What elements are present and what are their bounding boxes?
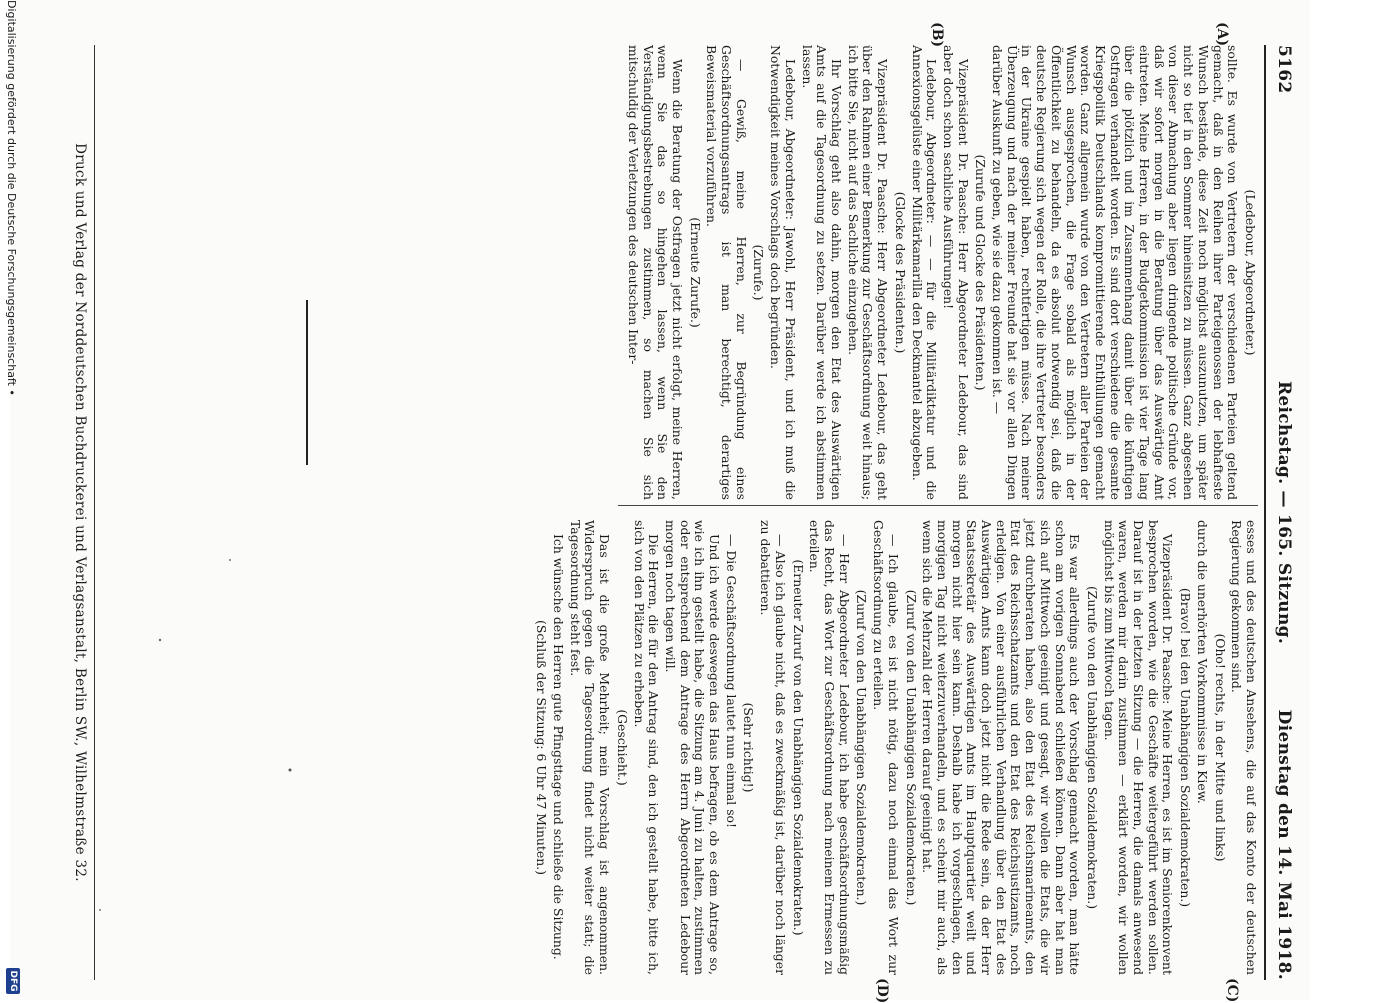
header-rule: [1264, 45, 1266, 980]
paragraph: Vizepräsident Dr. Paasche: Herr Abgeordneter Ledebour, das geht über den Rahmen einer Bemerkung zur Geschäftsordnung weit hinaus; ich bitte Sie, nicht auf das Sachliche einzugehen.: [845, 45, 891, 500]
margin-marker-c: (C): [1224, 978, 1240, 1003]
paragraph: Es war allerdings auch der Vorschlag gemacht worden, man hätte schon am vorigen Sonnabend schließen können. Dann aber hat man sich auf Mittwoch geeinigt und gesagt, wir wollen die Etats, die wir jetzt durchberaten haben, also den Etat des Reichsmarineamts, den Etat des Reichsschatzamts und den Etat des Reichsjustizamts, noch erledigen. Von einer ausführlichen Verhandlung über den Etat des Auswärtigen Amts kann doch jetzt nicht die Rede sein, da der Herr Staatssekretär des Auswärtigen Amts im Hauptquartier weilt und morgen nicht hier sein kann. Deshalb habe ich vorgeschlagen, den morgigen Tag nicht weiterzuverhandeln, und es scheint mir auch, als wenn sich die Mehrzahl der Herren darauf geeinigt hat.: [920, 520, 1083, 975]
interjection: (Zurufe.): [751, 244, 767, 301]
page-number: 5162: [1274, 45, 1294, 94]
paragraph: esses und des deutschen Ansehens, die auf das Konto der deutschen Regierung gekommen sind.: [1229, 520, 1259, 975]
interjection: (Zuruf von den Unabhängigen Sozialdemokraten.): [903, 589, 919, 906]
interjection: (Erneute Zurufe.): [687, 217, 703, 328]
margin-marker-d: (D): [874, 978, 890, 1003]
interjection: (Zurufe von den Unabhängigen Sozialdemokraten.): [1084, 585, 1100, 910]
interjection: (Zurufe und Glocke des Präsidenten.): [973, 154, 989, 391]
paragraph: — Also ich glaube nicht, daß es zweckmäßig ist, darüber noch länger zu debattieren.: [758, 520, 788, 975]
column-divider: [618, 505, 1258, 506]
paragraph: Ihr Vorschlag geht also dahin, morgen den Etat des Auswärtigen Amts auf die Tagesordnung zu setzen. Darüber werde ich abstimmen lassen.: [799, 45, 845, 500]
paragraph: Das ist die große Mehrheit; mein Vorschlag ist angenommen. Widerspruch gegen die Tagesordnung findet nicht weiter statt; die Tagesordnung steht fest.: [567, 520, 613, 975]
scanned-page: [5, 0, 1310, 1003]
interjection: (Geschieht.): [614, 709, 630, 786]
interjection: (Erneuter Zuruf von den Unabhängigen Sozialdemokraten.): [790, 559, 806, 936]
paragraph: — Ich glaube, es ist nicht nötig, dazu noch einmal das Wort zur Geschäftsordnung zu erteilen.: [871, 520, 901, 975]
paragraph: Und ich werde deswegen das Haus befragen, ob es dem Antrage so, wie ich ihn gestellt habe, die Sitzung am 4. Juni zu halten, zustimmen oder entsprechend dem Antrage des Herrn Abgeordneten Ledebour morgen noch tagen will.: [662, 520, 723, 975]
digitization-credit: [2, 0, 20, 1000]
interjection: (Zuruf von den Unabhängigen Sozialdemokraten.): [854, 589, 870, 906]
paragraph: — Herr Abgeordneter Ledebour, ich habe geschäftsordnungsmäßig das Recht, das Wort zur Geschäftsordnung nach meinem Ermessen zu erteilen.: [807, 520, 852, 975]
paragraph: Vizepräsident Dr. Paasche: Herr Abgeordneter Ledebour, das sind aber doch schon sachliche Ausführungen!: [940, 45, 971, 500]
paragraph: — Gewiß, meine Herren, zur Begründung eines Geschäftsordnungsantrags ist man berechtigt, derartiges Beweismaterial vorzuführen.: [704, 45, 749, 500]
left-column: [623, 45, 1258, 500]
paragraph: Ledebour, Abgeordneter: — — für die Militärdiktatur und die Annexionsgelüste einer Militärkamarilla den Deckmantel abzugeben.: [909, 45, 940, 500]
paragraph: — Die Geschäftsordnung lautet nun einmal so!: [723, 534, 739, 828]
paragraph: Ledebour, Abgeordneter: Jawohl, Herr Präsident, und ich muß die Notwendigkeit meines Vorschlags doch begründen.: [768, 45, 798, 500]
interjection: (Sehr richtig!): [741, 702, 757, 793]
session-close: (Schluß der Sitzung: 6 Uhr 47 Minuten.): [534, 620, 550, 875]
paragraph: Vizepräsident Dr. Paasche: Meine Herren, es ist im Seniorenkonvent besprochen worden, wie die Geschäfte weitergeführt werden sollen. Darauf ist in der letzten Sitzung — die Herren, die damals anwesend waren, werden mir darin zustimmen — erklärt worden, wir wollen möglichst bis zum Mittwoch tagen.: [1101, 520, 1176, 975]
paragraph: Wenn die Beratung der Ostfragen jetzt nicht erfolgt, meine Herren, wenn Sie das so hingehen lassen, wenn Sie den Verständigungsbestrebungen zustimmen, so machen Sie sich mitschuldig der Verletzungen des deutschen Inter-: [625, 45, 685, 500]
session-date: Dienstag den 14. Mai 1918.: [1274, 709, 1294, 980]
paragraph: sollte. Es wurde von Vertretern der verschiedenen Parteien geltend gemacht, daß in den Reihen ihrer Parteigenossen der lebhafteste Wunsch bestände, diese Zeit noch möglichst auszunutzen, um später nicht so tief in den Sommer hineinsitzen zu müssen. Ganz abgesehen von dieser Abmachung aber liegen dringende politische Gründe vor, daß wir sofort morgen in die Beratung über das Auswärtige Amt eintreten. Meine Herren, in der Budgetkommission ist vier Tage lang über die plötzlich und im Zusammenhang damit über die künftigen Ostfragen verhandelt worden. Es sind dort verschiedene die gesamte Kriegspolitik Deutschlands kompromittierende Enthüllungen gemacht worden. Ganz allgemein wurde von den Vertretern aller Parteien der Wunsch ausgesprochen, die Frage sobald als möglich in der Öffentlichkeit zu behandeln, da es absolut notwendig sei, daß die deutsche Regierung sich wegen der Rolle, die ihre Vertreter besonders in der Ukraine gespielt haben, rechtfertigen müsse. Nach meiner Überzeugung und nach der meiner Freunde hat sie vor allen Dingen darüber Auskunft zu geben, wie sie dazu gekommen ist. —: [990, 45, 1241, 500]
interjection: (Glocke des Präsidenten.): [892, 191, 908, 354]
imprint: Druck und Verlag der Norddeutschen Buchdruckerei und Verlagsanstalt, Berlin SW., Wilhelmstraße 32.: [72, 143, 88, 882]
paragraph: durch die unerhörten Vorkommnisse in Kiew.: [1194, 520, 1210, 804]
margin-marker-b: (B): [929, 22, 945, 48]
interjection: (Bravo! bei den Unabhängigen Sozialdemokraten.): [1178, 587, 1194, 908]
digitization-note: Digitalisierung gefördert durch die Deutsche Forschungsgemeinschaft •: [5, 0, 18, 396]
paragraph: Ich wünsche den Herren gute Pfingsttage und schließe die Sitzung.: [551, 534, 567, 960]
interjection: (Oho! rechts, in der Mitte und links): [1212, 633, 1228, 862]
dfg-logo: DFG: [6, 968, 20, 994]
end-rule: [306, 300, 308, 465]
right-column: [531, 520, 1258, 975]
page-header: [1266, 45, 1300, 980]
speaker-tag: (Ledebour, Abgeordneter.): [1243, 189, 1258, 356]
footer-rule: [94, 45, 95, 980]
margin-marker-a: (A): [1214, 22, 1230, 47]
paragraph: Die Herren, die für den Antrag sind, den ich gestellt habe, bitte ich, sich von den Plätzen zu erheben.: [631, 520, 662, 975]
session-title: Reichstag. — 165. Sitzung.: [1274, 380, 1294, 645]
